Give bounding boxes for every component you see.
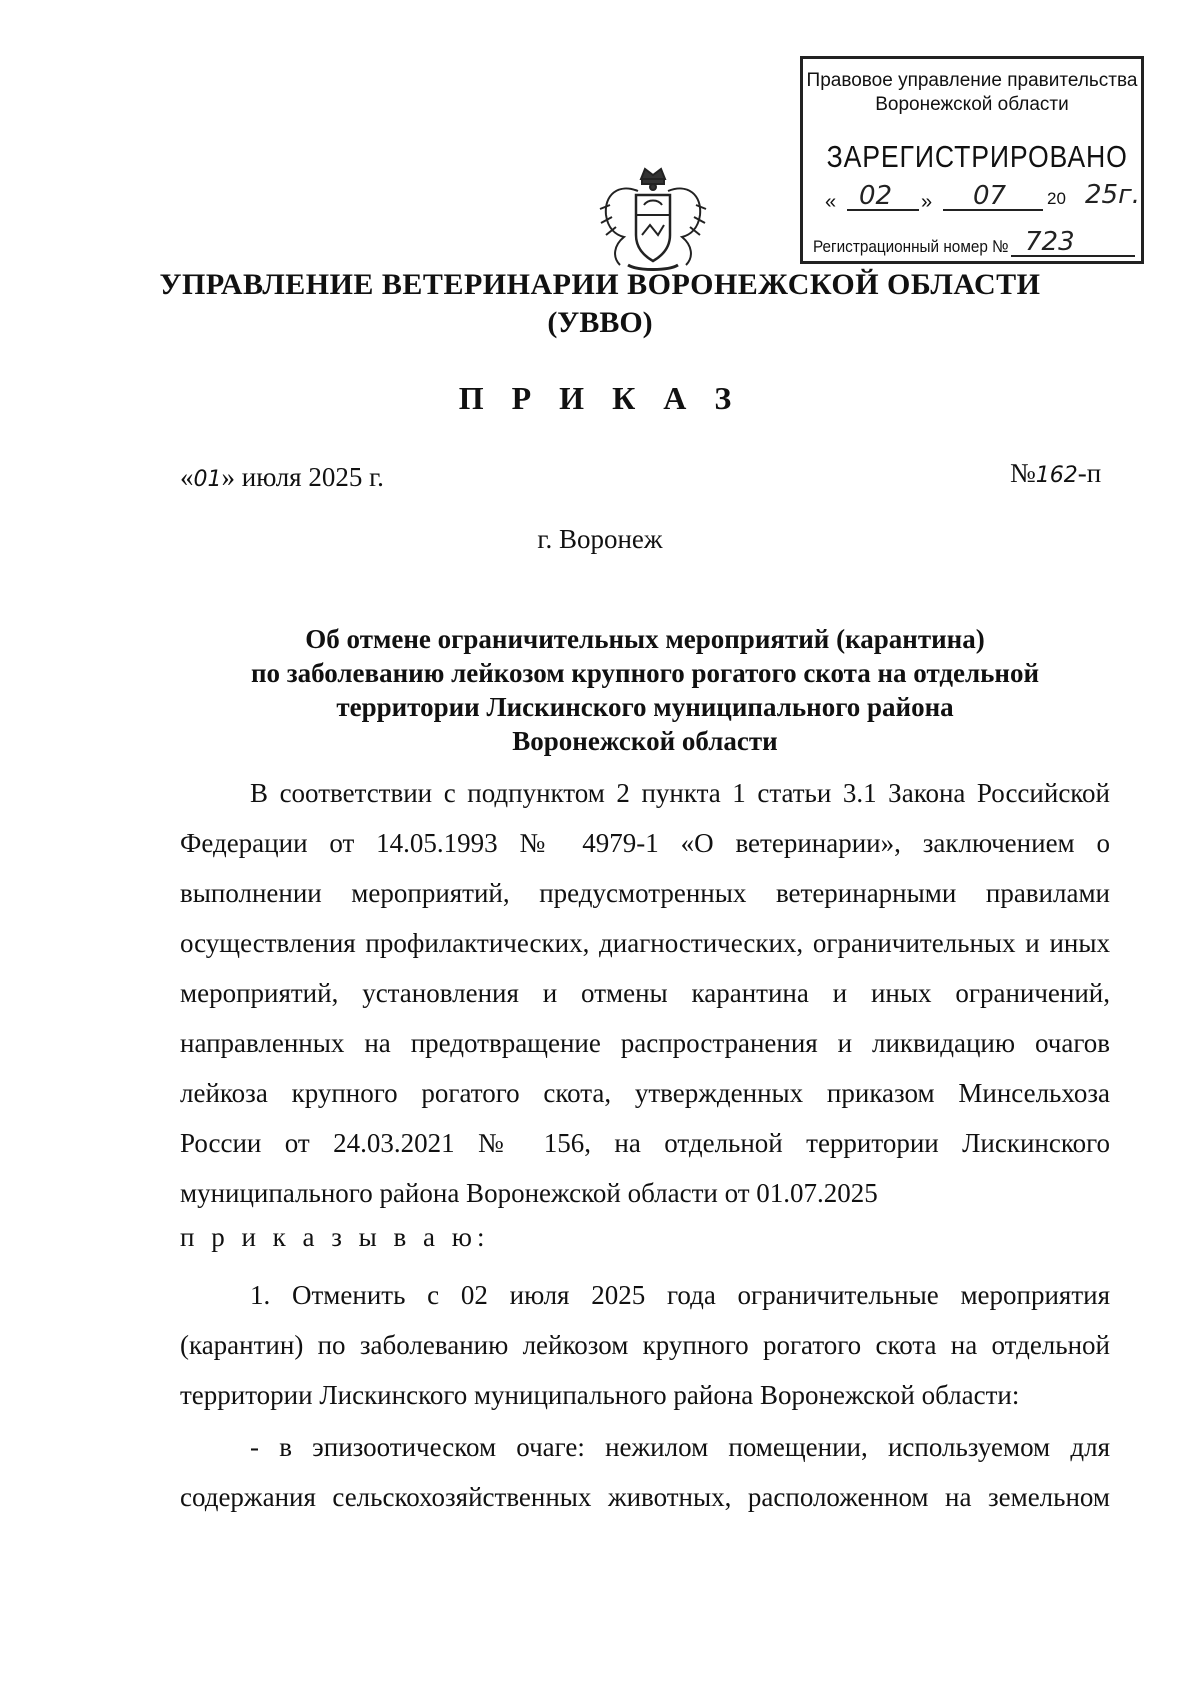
organization-abbreviation: (УВВО) [547, 306, 653, 339]
paragraph-line: - в эпизоотическом очаге: нежилом помещении, используемом для [250, 1432, 1110, 1462]
stamp-month: 07 [973, 181, 1007, 211]
order-number [1010, 458, 1101, 489]
stamp-authority-line1: Правовое управление правительства [806, 70, 1138, 91]
coat-of-arms-icon [598, 165, 708, 277]
stamp-date-mid: » [921, 191, 933, 213]
stamp-date-open: « [825, 191, 837, 213]
paragraph-line: выполнении мероприятий, предусмотренных ветеринарными правилами [180, 878, 1110, 908]
paragraph-line: России от 24.03.2021 № 156, на отдельной территории Лискинского [180, 1128, 1110, 1158]
paragraph-line: мероприятий, установления и отмены карантина и иных ограничений, [180, 978, 1110, 1008]
item-1-paragraph [180, 1270, 1110, 1420]
registration-stamp [800, 56, 1144, 264]
organization-name: УПРАВЛЕНИЕ ВЕТЕРИНАРИИ ВОРОНЕЖСКОЙ ОБЛАСТИ [159, 268, 1041, 301]
paragraph-line: направленных на предотвращение распространения и ликвидацию очагов [180, 1028, 1110, 1058]
order-number-prefix: № [1010, 458, 1036, 488]
document-title [180, 622, 1110, 758]
paragraph-line: 1. Отменить с 02 июля 2025 года ограничительные мероприятия [250, 1280, 1110, 1310]
order-date-rest: » июля 2025 г. [221, 462, 384, 492]
stamp-underline-day [847, 209, 919, 211]
stamp-authority-line2: Воронежской области [875, 94, 1069, 115]
stamp-regno-label: Регистрационный номер № [813, 237, 1009, 256]
order-date [180, 462, 384, 493]
stamp-year: 25г. [1085, 180, 1141, 210]
document-type: П Р И К А З [458, 380, 742, 416]
item-1-subparagraph [180, 1422, 1110, 1522]
title-line: территории Лискинского муниципального района [336, 692, 954, 722]
title-line: по заболеванию лейкозом крупного рогатого скота на отдельной [250, 658, 1040, 688]
paragraph-line: осуществления профилактических, диагностических, ограничительных и иных [180, 928, 1110, 958]
order-number-value: 162 [1035, 463, 1078, 488]
paragraph-line: муниципального района Воронежской области от 01.07.2025 [180, 1178, 878, 1208]
paragraph-line: лейкоза крупного рогатого скота, утвержденных приказом Минсельхоза [180, 1078, 1110, 1108]
order-number-suffix: -п [1077, 458, 1102, 488]
stamp-year-prefix: 20 [1047, 189, 1066, 208]
order-date-open: « [180, 462, 194, 492]
title-line: Воронежской области [512, 726, 778, 756]
order-date-day: 01 [193, 467, 222, 492]
stamp-regno: 723 [1025, 227, 1075, 257]
paragraph-line: территории Лискинского муниципального района Воронежской области: [180, 1380, 1020, 1410]
stamp-underline-regno [1011, 255, 1135, 257]
paragraph-line: Федерации от 14.05.1993 № 4979-1 «О ветеринарии», заключением о [180, 828, 1110, 858]
city: г. Воронеж [537, 524, 663, 554]
paragraph-line: (карантин) по заболеванию лейкозом крупного рогатого скота на отдельной [180, 1330, 1110, 1360]
preamble-paragraph [180, 768, 1110, 1218]
order-verb: п р и к а з ы в а ю: [180, 1222, 490, 1252]
stamp-day: 02 [859, 181, 893, 211]
paragraph-line: содержания сельскохозяйственных животных, расположенном на земельном [180, 1482, 1110, 1512]
stamp-registered: ЗАРЕГИСТРИРОВАНО [826, 139, 1128, 174]
stamp-underline-month [943, 209, 1043, 211]
title-line: Об отмене ограничительных мероприятий (карантина) [305, 624, 985, 654]
paragraph-line: В соответствии с подпунктом 2 пункта 1 статьи 3.1 Закона Российской [250, 778, 1110, 808]
